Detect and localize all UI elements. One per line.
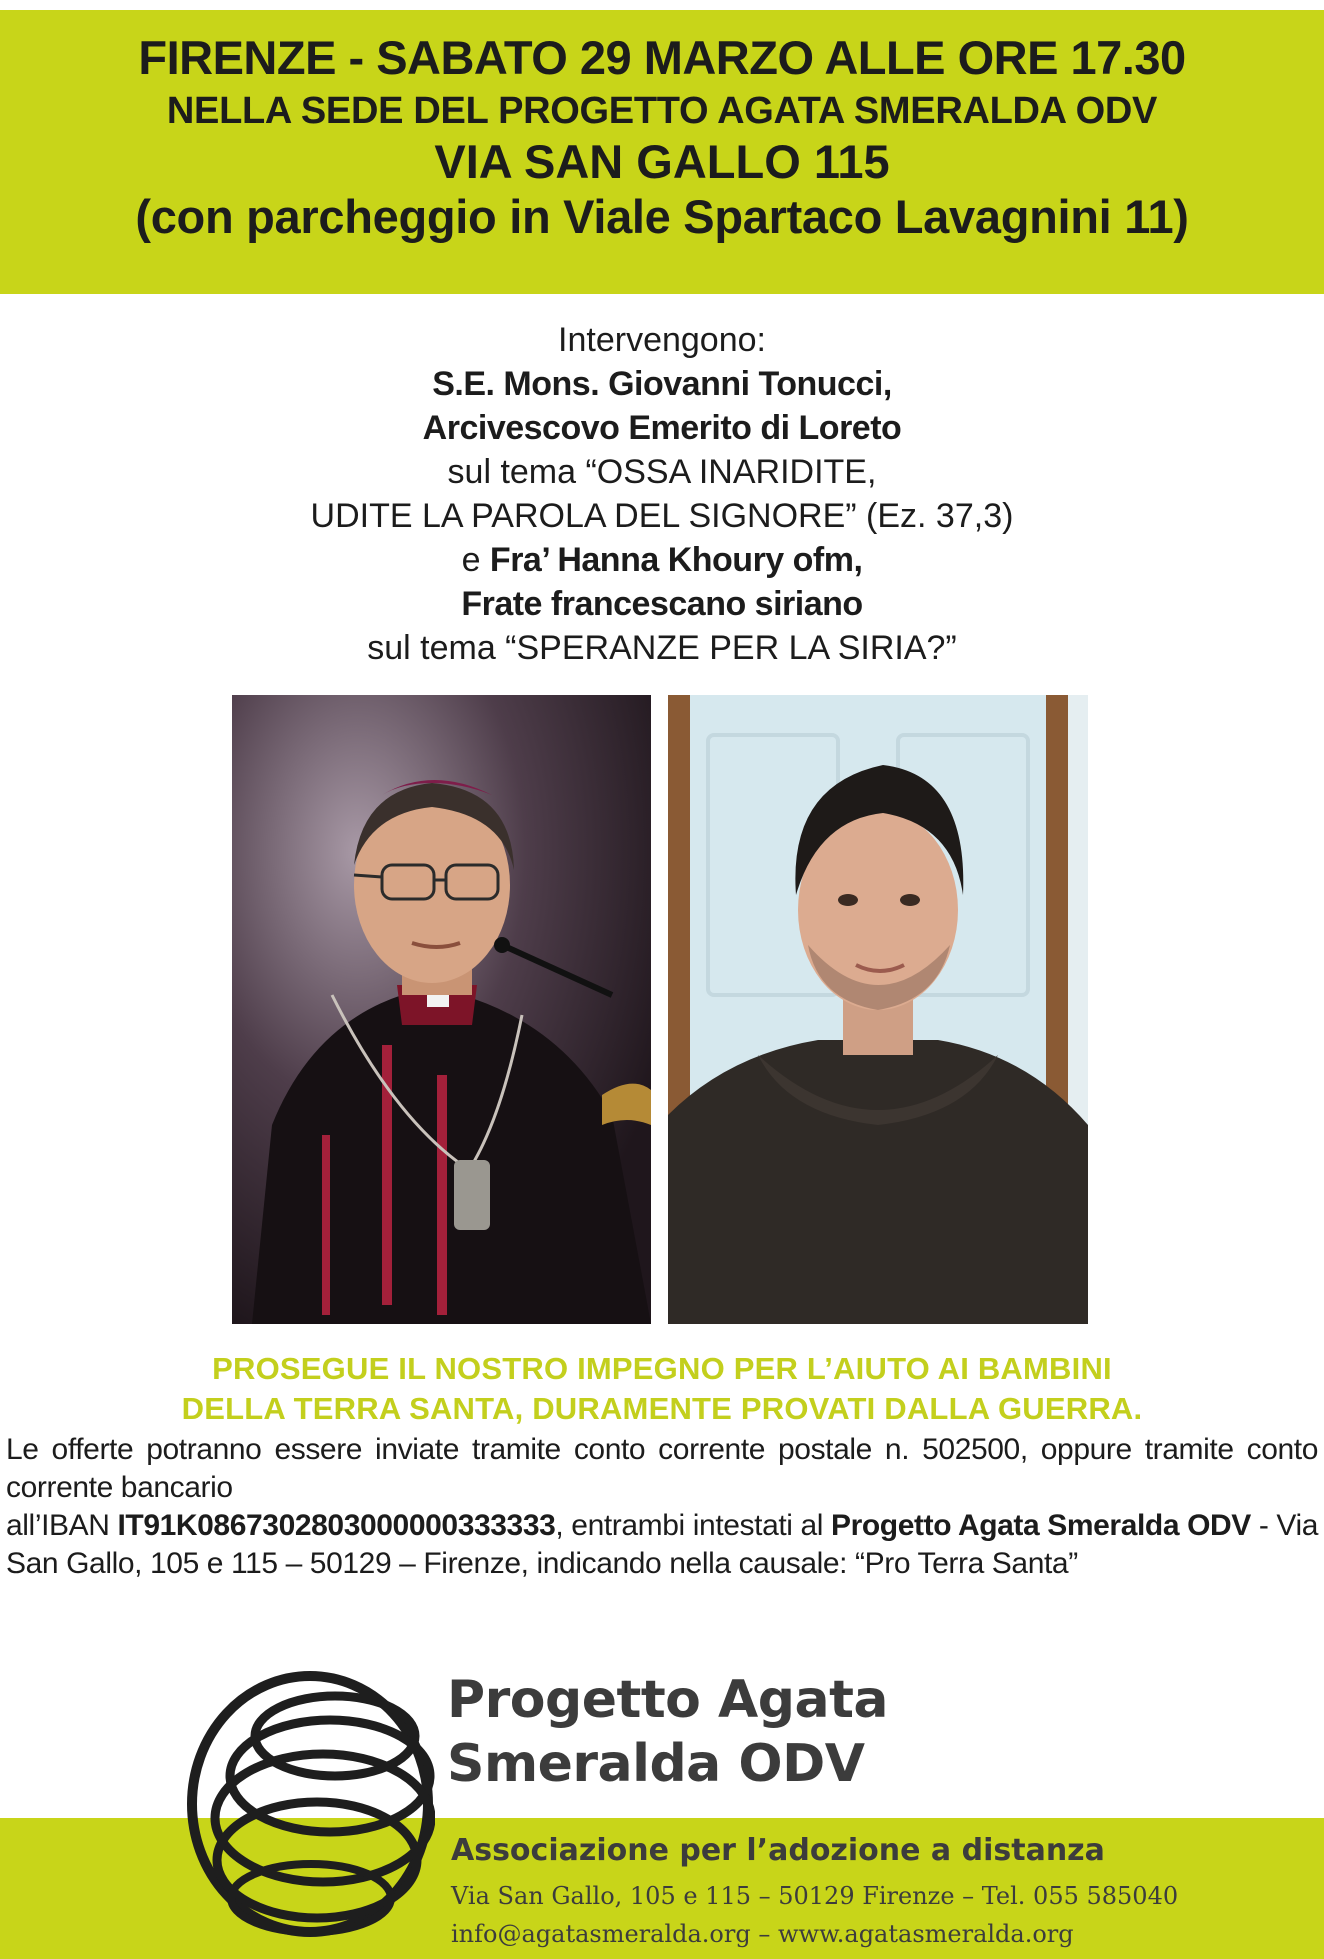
event-parking-line: (con parcheggio in Viale Spartaco Lavagnini 11) xyxy=(135,190,1189,243)
event-date-line: FIRENZE - SABATO 29 MARZO ALLE ORE 17.30 xyxy=(138,31,1186,84)
donation-text-2: all’IBAN xyxy=(6,1509,118,1542)
iban-code: IT91K0867302803000000333333 xyxy=(117,1509,556,1542)
footer-contact: info@agatasmeralda.org – www.agatasmeralda.org xyxy=(451,1920,1074,1948)
globe-logo-icon xyxy=(185,1666,435,1941)
friar-photo xyxy=(668,695,1088,1324)
appeal-line-2: DELLA TERRA SANTA, DURAMENTE PROVATI DALLA GUERRA. xyxy=(181,1391,1143,1426)
appeal-text xyxy=(0,1349,1324,1429)
header-banner xyxy=(0,10,1324,294)
speaker2-line xyxy=(0,538,1324,582)
event-address-line: VIA SAN GALLO 115 xyxy=(434,135,890,188)
appeal-line-1: PROSEGUE IL NOSTRO IMPEGNO PER L’AIUTO AI BAMBINI xyxy=(212,1351,1112,1386)
event-venue-line: NELLA SEDE DEL PROGETTO AGATA SMERALDA ODV xyxy=(166,90,1158,132)
footer-address: Via San Gallo, 105 e 115 – 50129 Firenze – Tel. 055 585040 xyxy=(451,1882,1179,1910)
org-name-line-1: Progetto Agata xyxy=(447,1670,889,1730)
speaker2-name: Fra’ Hanna Khoury ofm, xyxy=(489,541,863,579)
donation-text-4: - Via San Gallo, 105 e 115 – 50129 – Firenze, indicando nella causale: “Pro Terra Santa” xyxy=(6,1509,1318,1580)
speaker2-topic: sul tema “SPERANZE PER LA SIRIA?” xyxy=(367,629,957,667)
association-tagline: Associazione per l’adozione a distanza xyxy=(451,1833,1105,1868)
speakers-intro: Intervengono: xyxy=(558,321,766,359)
donation-info xyxy=(6,1431,1318,1583)
org-logo-text xyxy=(447,1668,888,1796)
friar-illustration xyxy=(668,695,1088,1324)
org-name-line-2: Smeralda ODV xyxy=(447,1734,865,1794)
archbishop-photo xyxy=(232,695,651,1324)
donation-org: Progetto Agata Smeralda ODV xyxy=(831,1509,1251,1542)
speaker2-title: Frate francescano siriano xyxy=(461,585,863,623)
archbishop-illustration xyxy=(232,695,651,1324)
speaker1-topic-a: sul tema “OSSA INARIDITE, xyxy=(447,453,877,491)
speaker1-topic-b: UDITE LA PAROLA DEL SIGNORE” (Ez. 37,3) xyxy=(310,497,1014,535)
and-word: e xyxy=(461,541,490,579)
speaker1-title: Arcivescovo Emerito di Loreto xyxy=(422,409,902,447)
donation-text-1: Le offerte potranno essere inviate tramite conto corrente postale n. 502500, oppure tramite conto corrente bancario xyxy=(6,1433,1318,1504)
speaker1-name: S.E. Mons. Giovanni Tonucci, xyxy=(432,365,892,403)
speakers-section xyxy=(0,318,1324,670)
donation-text-3: , entrambi intestati al xyxy=(555,1509,831,1542)
